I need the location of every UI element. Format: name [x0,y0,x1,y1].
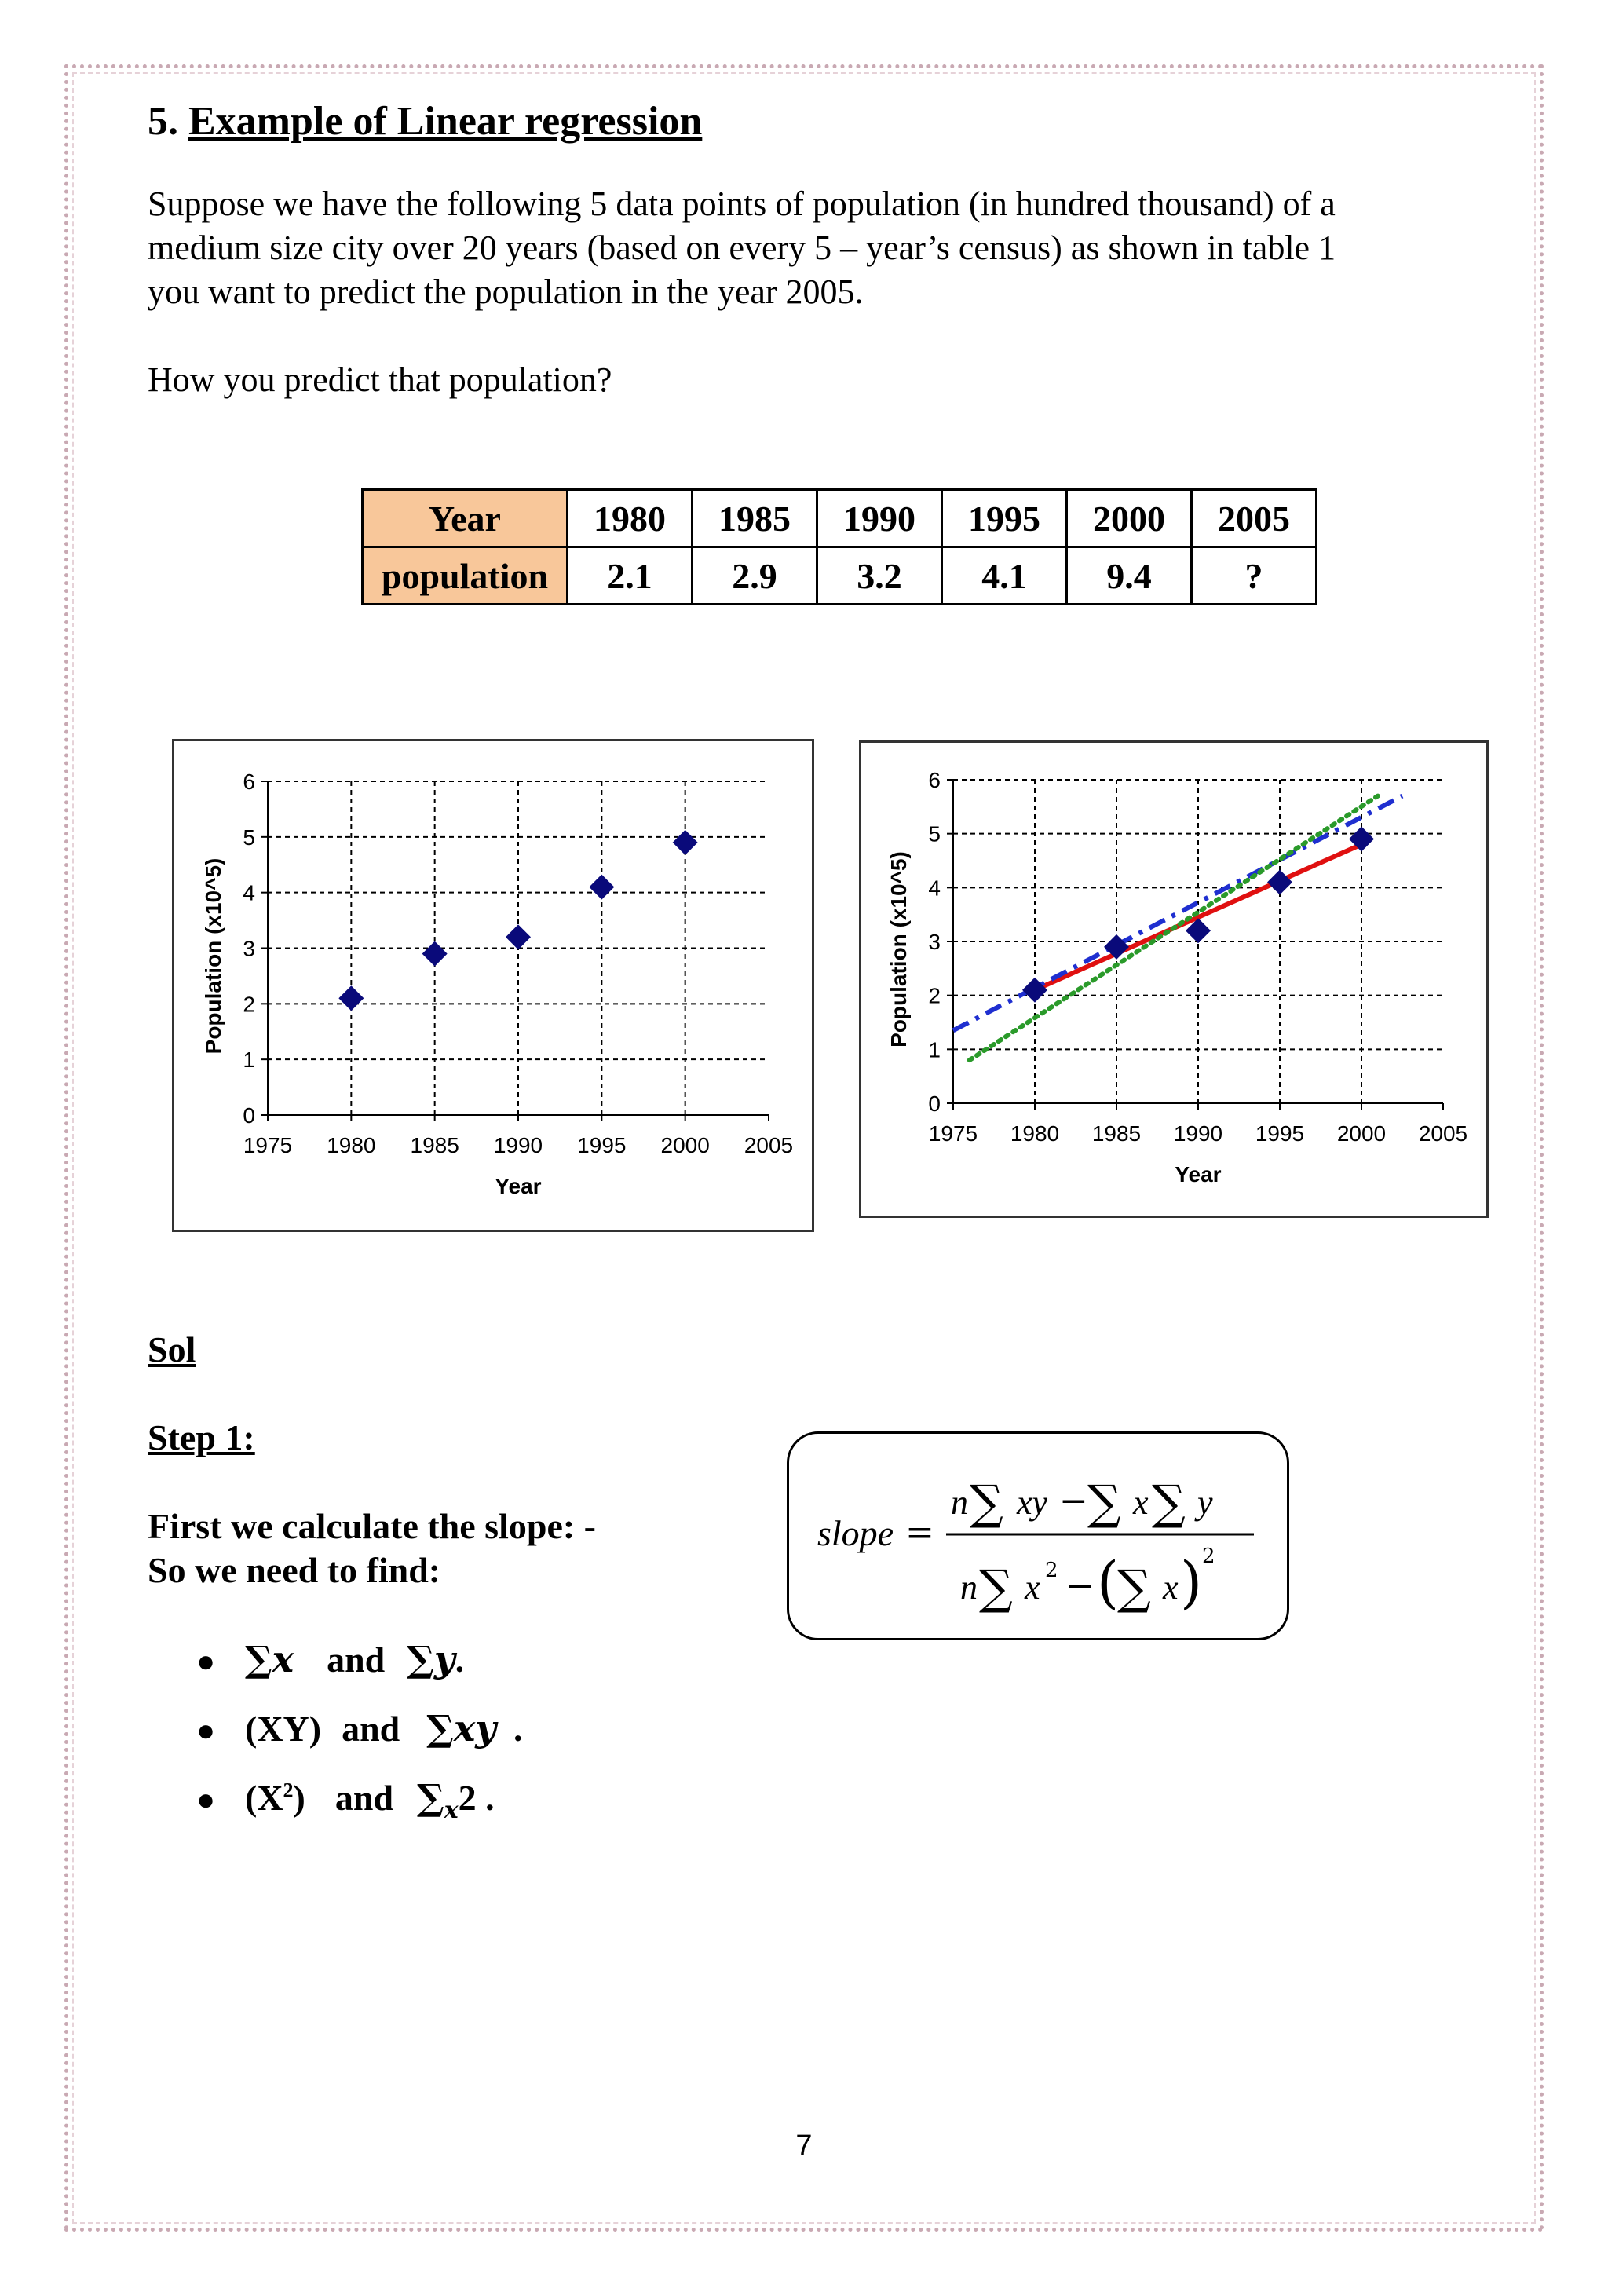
den-sigma-1: ∑ [979,1560,1013,1615]
intro-question: How you predict that population? [148,360,612,399]
formula-lhs: slope [817,1513,894,1553]
num-minus: − [1059,1481,1088,1521]
x-squared-term: $(X^2)$ [245,1778,305,1818]
list-item [196,1638,464,1680]
table-cell: 1995 [942,490,1067,547]
x-axis-title: Year [1175,1162,1222,1186]
sol-label: Sol [148,1329,196,1369]
y-tick-label: 3 [928,930,941,954]
list-item [196,1776,495,1824]
y-tick-label: 0 [243,1103,255,1128]
x-tick-label: 1995 [577,1133,627,1157]
table-cell: 3.2 [817,547,942,605]
num-n: n [951,1483,968,1522]
data-point [338,985,364,1011]
y-tick-label: 6 [928,768,941,792]
den-x-2: x [1163,1568,1179,1607]
x-tick-label: 1975 [243,1133,293,1157]
table-cell: 9.4 [1067,547,1192,605]
table-row-population [363,547,1317,605]
bullet-icon: ● [196,1713,216,1748]
table-cell: ? [1192,547,1317,605]
section-title: Example of Linear regression [188,99,703,144]
y-tick-label: 0 [928,1091,941,1116]
table-header-population: population [363,547,568,605]
scatter-chart-left [172,739,814,1232]
list-item [196,1707,523,1749]
x-tick-label: 1985 [1091,1121,1142,1146]
table-cell: 1980 [568,490,693,547]
section-number: 5. [148,99,178,144]
intro-paragraph [148,182,1336,314]
num-y: y [1197,1483,1213,1522]
y-tick-label: 3 [243,936,255,961]
slope-formula-box [787,1431,1289,1640]
x-tick-label: 1980 [1010,1121,1060,1146]
table-cell: 1985 [693,490,817,547]
step-label: Step 1: [148,1417,255,1457]
num-sigma-2: ∑ [1087,1475,1121,1530]
y-tick-label: 5 [928,821,941,846]
data-point [1267,869,1292,894]
page-number: 7 [795,2130,813,2163]
sum-xy: ∑xy [426,1707,497,1749]
regression-chart-right [859,740,1489,1218]
den-minus: − [1065,1566,1095,1606]
den-rparen: ) [1180,1549,1203,1615]
data-point [589,875,614,900]
y-axis-title: Population (x10^5) [201,857,225,1055]
den-x-1: x [1025,1568,1040,1607]
period: . [455,1640,465,1680]
sum-x: ∑x [245,1638,294,1680]
chart-svg-left [174,741,812,1230]
y-tick-label: 1 [243,1047,255,1073]
bullet-icon: ● [196,1782,216,1817]
table-cell: 2005 [1192,490,1317,547]
x-tick-label: 2000 [1336,1121,1387,1146]
den-n: n [960,1568,978,1607]
table-cell: 2000 [1067,490,1192,547]
x-tick-label: 1985 [410,1133,459,1157]
x-tick-label: 1990 [493,1133,543,1157]
x-tick-label: 1975 [928,1121,978,1146]
chart-svg-right [861,743,1486,1216]
num-sigma-3: ∑ [1152,1475,1186,1530]
fit-line-green-fit [970,796,1378,1060]
num-sigma-1: ∑ [970,1475,1003,1530]
data-point [1022,978,1047,1003]
x-tick-label: 1990 [1173,1121,1223,1146]
period: . [513,1709,523,1749]
data-point [422,941,448,967]
table-cell: 2.9 [693,547,817,605]
data-point [506,924,531,949]
y-axis-title: Population (x10^5) [886,851,911,1047]
den-lparen: ( [1097,1549,1120,1615]
num-xy: xy [1017,1483,1048,1522]
num-x: x [1133,1483,1149,1522]
table-cell: 1990 [817,490,942,547]
and-text: and [327,1640,386,1680]
need-to-find: So we need to find: [148,1550,441,1590]
y-tick-label: 1 [928,1037,941,1062]
den-sigma-2: ∑ [1117,1560,1151,1615]
table-header-year: Year [363,490,568,547]
table-cell: 2.1 [568,547,693,605]
y-tick-label: 4 [243,880,255,905]
den-exp-1: 2 [1045,1559,1058,1582]
y-tick-label: 2 [243,992,255,1017]
intro-line: Suppose we have the following 5 data points of population (in hundred thousand) of a [148,185,1336,223]
y-tick-label: 5 [243,824,255,850]
data-point [673,830,698,855]
xy-term: (XY) [245,1709,322,1749]
intro-line: medium size city over 20 years (based on every 5 – year’s census) as shown in table 1 [148,229,1336,267]
table-cell: 4.1 [942,547,1067,605]
sum-y: ∑y [407,1638,455,1680]
table-row-year [363,490,1317,547]
den-exp-2: 2 [1202,1545,1215,1568]
and-text: and [334,1778,394,1818]
x-tick-label: 1980 [327,1133,376,1157]
formula-eq: = [905,1512,934,1552]
population-table [361,488,1317,605]
sum-x-squared: $\sum_x2$ . [417,1776,495,1825]
bullet-icon: ● [196,1643,216,1679]
slope-formula [789,1434,1287,1638]
slope-intro: First we calculate the slope: - [148,1506,597,1546]
intro-line: you want to predict the population in the year 2005. [148,272,864,311]
y-tick-label: 4 [928,876,941,901]
x-tick-label: 2000 [660,1133,710,1157]
x-axis-title: Year [495,1174,542,1198]
x-tick-label: 1995 [1255,1121,1305,1146]
x-tick-label: 2005 [744,1133,794,1157]
section-heading [148,98,702,144]
and-text: and [342,1709,400,1749]
y-tick-label: 6 [243,770,255,794]
y-tick-label: 2 [928,983,941,1008]
x-tick-label: 2005 [1418,1121,1468,1146]
